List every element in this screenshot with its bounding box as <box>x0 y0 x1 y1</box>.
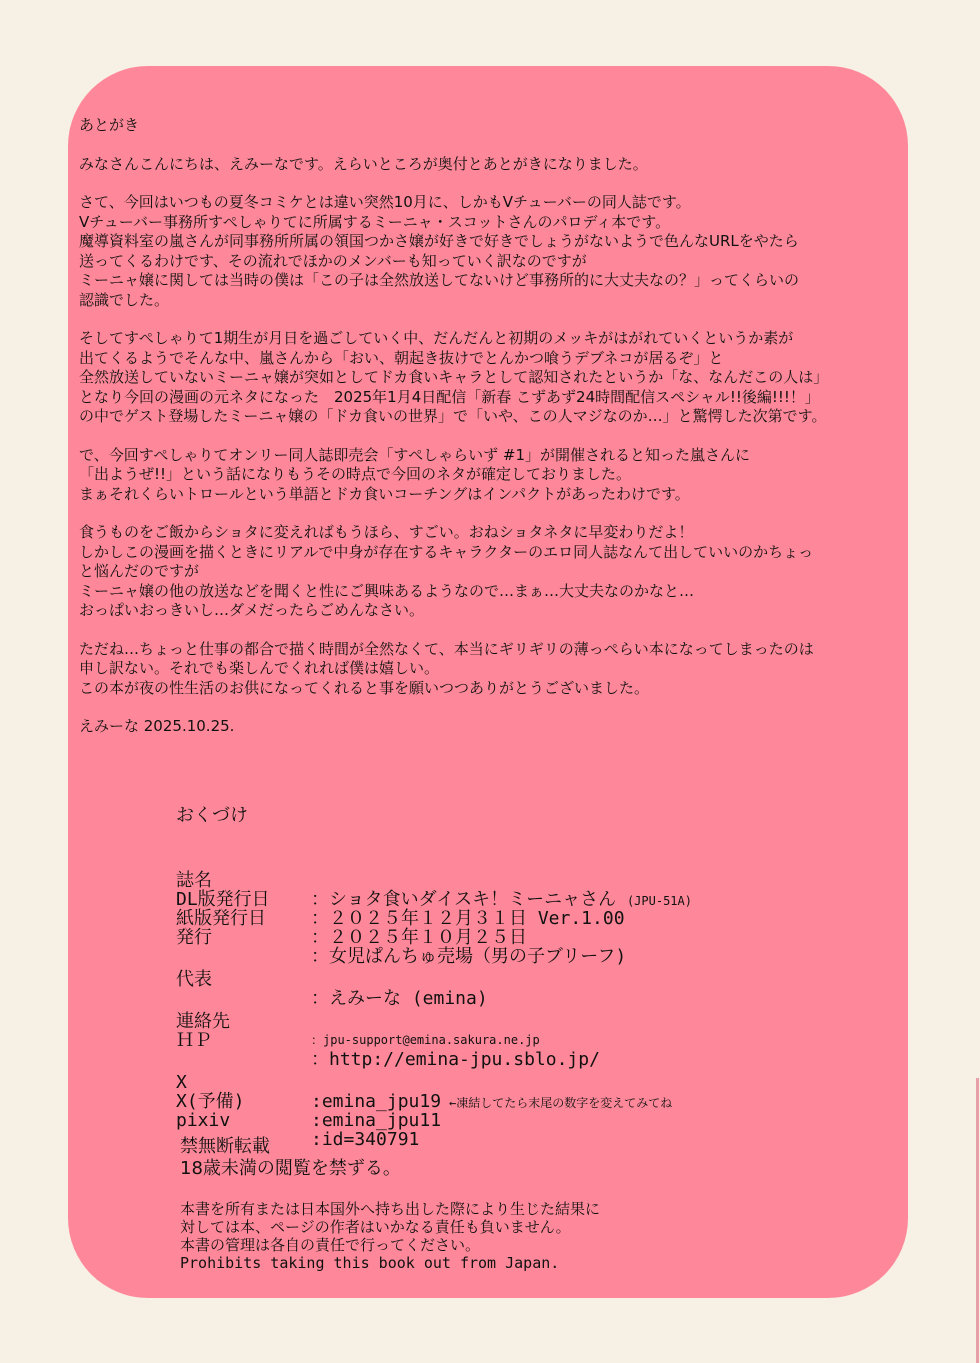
pixiv-label: pixiv <box>176 1110 231 1131</box>
afterword-line: さて、今回はいつもの夏冬コミケとは違い突然10月に、しかもVチューバーの同人誌です。 <box>79 193 691 211</box>
afterword-line: 全然放送していないミーニャ嬢が突如としてドカ食いキャラとして認知されたというか「な、なんだこの人は」 <box>79 368 829 386</box>
dl-date-label: DL版発行日 <box>176 889 270 910</box>
x-value: :emina_jpu19 <box>311 1091 442 1112</box>
afterword-line: そしてすぺしゃりて1期生が月日を過ごしていく中、だんだんと初期のメッキがはがれていくというか素が <box>79 329 794 347</box>
afterword-line: 出てくるようでそんな中、嵐さんから「おい、朝起き抜けでとんかつ喰うデブネコが居るぞ」と <box>79 348 724 367</box>
afterword-line: と悩んだのですが <box>79 562 200 580</box>
hp-label: ＨＰ <box>176 1030 212 1051</box>
afterword-line: まぁそれくらいトロールという単語とドカ食いコーチングはインパクトがあったわけです。 <box>79 484 690 503</box>
age-restriction: 18歳未満の閲覧を禁ずる。 <box>180 1158 401 1179</box>
afterword-line: で、今回すぺしゃりてオンリー同人誌即売会「すぺしゃらいず #1」が開催されると知った嵐さんに <box>79 445 750 464</box>
afterword-line: 「出ようぜ!!」という話になりもうその時点で今回のネタが確定しておりました。 <box>79 465 632 483</box>
rep-label: 代表 <box>176 969 212 990</box>
afterword-title: あとがき <box>79 116 140 134</box>
afterword-line: 申し訳ない。それでも楽しんでくれれば僕は嬉しい。 <box>79 659 440 677</box>
x-label: X <box>176 1072 187 1093</box>
afterword-line: となり今回の漫画の元ネタになった 2025年1月4日配信「新春 こずあず24時間配信スペシャル!!後編!!!！」 <box>79 387 820 406</box>
afterword-line: しかしこの漫画を描くときにリアルで中身が存在するキャラクターのエロ同人誌なんて出していいのかちょっ <box>79 542 814 561</box>
disclaimer-line: 本書を所有または日本国外へ持ち出した際により生じた結果に <box>180 1200 601 1218</box>
title-label: 誌名 <box>176 870 212 891</box>
afterword-line: みなさんこんにちは、えみーなです。えらいところが奥付とあとがきになりました。 <box>79 154 648 173</box>
afterword-line: 認識でした。 <box>79 290 170 309</box>
disclaimer <box>180 1200 600 1272</box>
disclaimer-line: Prohibits taking this book out from Japan. <box>180 1254 560 1272</box>
afterword-line: Vチューバー事務所すぺしゃりてに所属するミーニャ・スコットさんのパロディ本です。 <box>79 212 671 231</box>
afterword-line: おっぱいおっきいし…ダメだったらごめんなさい。 <box>79 601 425 619</box>
x-note: ←凍結してたら末尾の数字を変えてみてね <box>449 1096 673 1110</box>
disclaimer-line: 本書の管理は各自の責任で行ってください。 <box>180 1236 481 1254</box>
afterword-line: の中でゲスト登場したミーニャ嬢の「ドカ食いの世界」で「いや、この人マジなのか…」と驚愕した次第です。 <box>79 407 827 425</box>
afterword-line: ミーニャ嬢の他の放送などを聞くと性にご興味あるようなので…まぁ…大丈夫なのかなと… <box>79 581 695 600</box>
afterword-signature: えみーな 2025.10.25. <box>79 717 235 735</box>
colophon-heading: おくづけ <box>176 805 248 826</box>
afterword-line: 食うものをご飯からショタに変えればもうほら、すごい。おねショタネタに早変わりだよ！ <box>79 523 694 541</box>
contact-value: ：jpu-support@emina.sakura.ne.jp <box>311 1033 540 1047</box>
title-code: (JPU-51A) <box>626 894 692 908</box>
contact-label: 連絡先 <box>176 1011 230 1032</box>
disclaimer-line: 対しては本、ページの作者はいかなる責任も負いません。 <box>180 1218 571 1236</box>
print-date-label: 紙版発行日 <box>176 908 266 929</box>
edge-line <box>976 1078 979 1363</box>
afterword-line: 送ってくるわけです、その流れでほかのメンバーも知っていく訳なのですが <box>79 251 587 270</box>
afterword-line: ミーニャ嬢に関しては当時の僕は「この子は全然放送してないけど事務所的に大丈夫なの？」ってくらいの <box>79 271 800 289</box>
notice <box>180 1136 401 1180</box>
publisher-value: ：女児ぱんちゅ売場（男の子ブリーフ) <box>311 946 627 967</box>
hp-value: ：http://emina-jpu.sblo.jp/ <box>311 1049 600 1070</box>
afterword <box>79 116 899 737</box>
afterword-line: この本が夜の性生活のお供になってくれると事を願いつつありがとうございました。 <box>79 678 650 697</box>
x2-label: X(予備) <box>176 1091 245 1112</box>
dl-date-value: ：２０２５年１２月３１日 Ver.1.00 <box>311 908 625 929</box>
afterword-line: ただね…ちょっと仕事の都合で描く時間が全然なくて、本当にギリギリの薄っぺらい本になってしまったのは <box>79 639 814 658</box>
rep-value: ：えみーな (emina) <box>311 988 488 1009</box>
no-reprint: 禁無断転載 <box>180 1136 270 1157</box>
title-value: ：ショタ食いダイスキ！ミーニャさん <box>311 889 617 910</box>
afterword-line: 魔導資料室の嵐さんが同事務所所属の領国つかさ嬢が好きで好きでしょうがないようで色んなURLをやたら <box>79 232 799 250</box>
print-date-value: ：２０２５年１０月２５日 <box>311 927 527 948</box>
x2-value: :emina_jpu11 <box>311 1110 442 1131</box>
pixiv-value: :id=340791 <box>311 1129 420 1150</box>
publisher-label: 発行 <box>176 927 212 948</box>
